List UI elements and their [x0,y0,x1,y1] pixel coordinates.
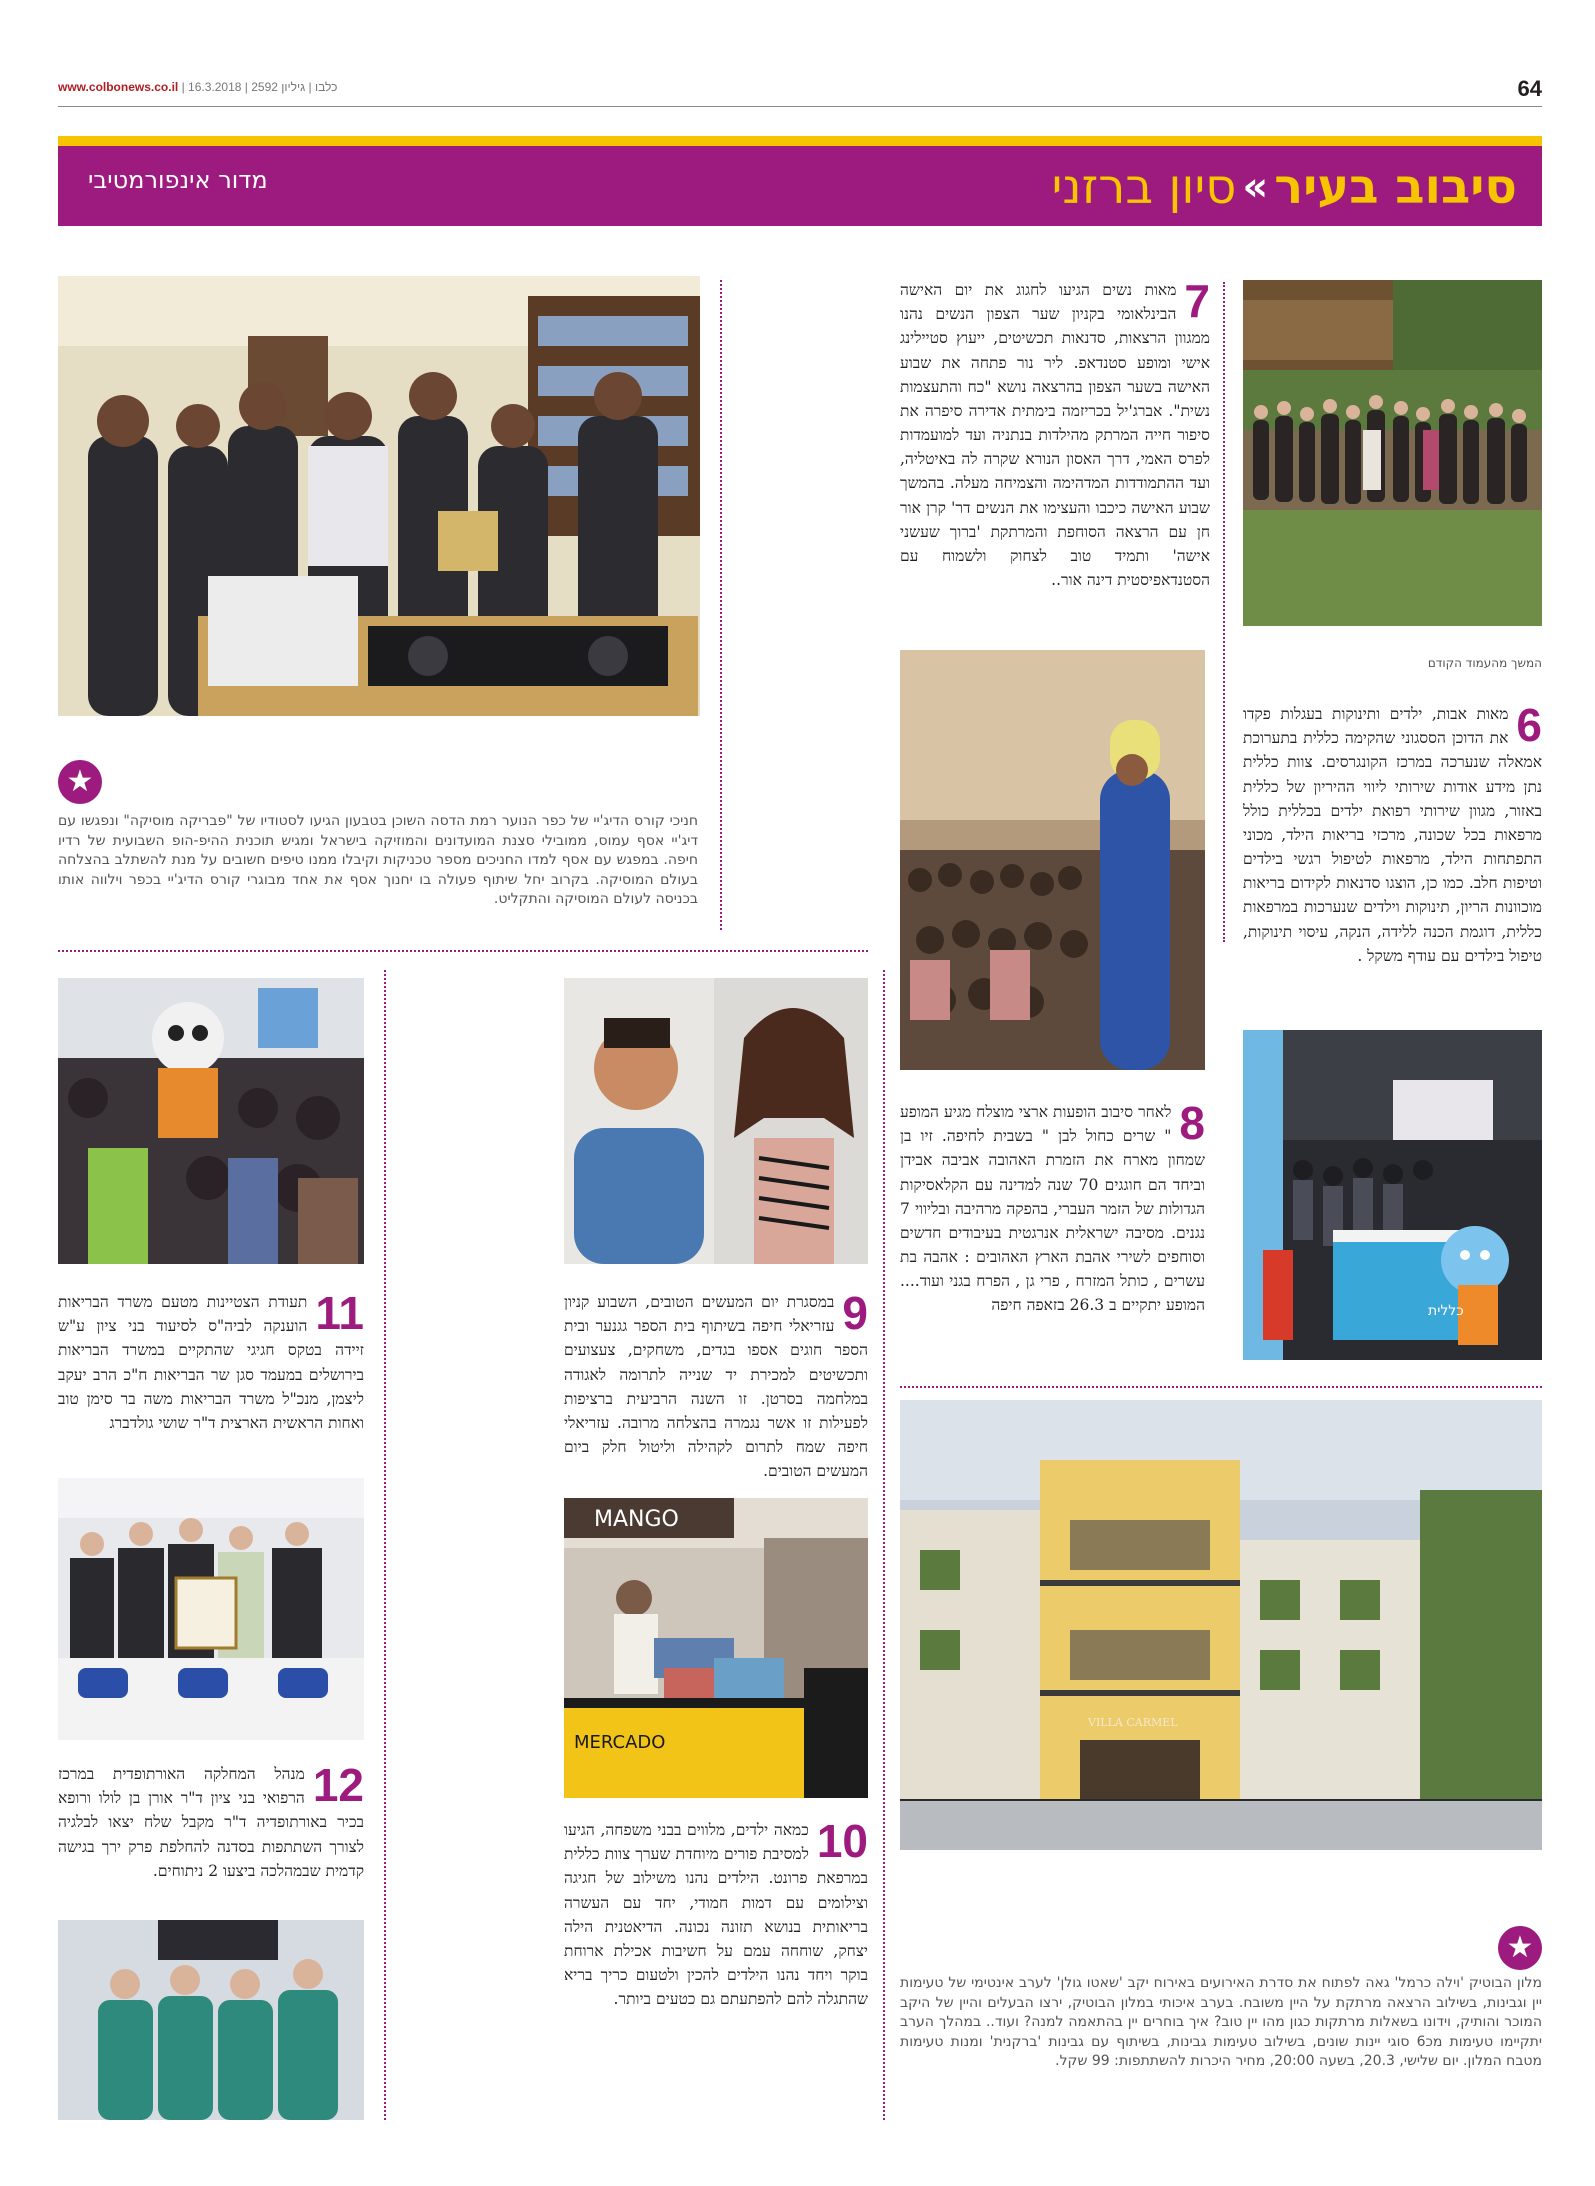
page-number: 64 [1517,76,1542,101]
star-icon: ★ [58,760,102,804]
photo-mango-donations [564,1498,868,1798]
mango-sign: MANGO [594,1507,679,1532]
item-6-number: 6 [1516,699,1542,751]
issue-info: | כלבו | גיליון 2592 | 16.3.2018 [178,80,338,94]
section-divider [900,1386,1542,1388]
continued-note: המשך מהעמוד הקודם [1427,656,1542,670]
villa-caption: מלון הבוטיק 'וילה כרמל' גאה לפתוח את סדרת האירועים באירוח יקב 'שאטו גולן' לערב אינטימי של טעימות יין וגבינות, בשילוב הרצאה מרתקת על היין משובח. בערב איכותי במלון הבוטיק, ירצו הבעלים והיין של היקב המוכר והותיק, וידונו בשאלות מרתקות כגון מהו יין טוב? איך בוחרים יין בהתאמה למנה? ועוד.. במהלך הערב יתקיימו טעימות מכ6 סוגי יינות שונים, בשילוב טעימות גבינות, בשיתוף עם גבינות 'ברקנית' ומנות טעימות מטבח המלון. יום שלישי, 20.3, בשעה 20:00, מחיר היכרות להשתתפות: 99 שקל. [900,1975,1542,2070]
header-rule [58,106,1542,107]
photo-dj-students [58,276,700,716]
item-10 [564,1815,868,2011]
item-12-number: 12 [312,1759,364,1811]
section-divider [58,950,868,952]
item-10-text: כמאה ילדים, מלווים בבני משפחה, הגיעו למסיבת פורים מיוחדת שערך צוות כללית במרפאת פרונט. הילדים נהנו משילוב של חגיגה וצילומים עם דמות חמודי, יחד עם העשרה בריאותית בנושא תזונה נכונה. הדיאטנית הילה יצחק, שוחחה עמם על חשיבות אכילת ארוחת בוקר ויחד נהנו הילדים להכין ולטעום כריך בריא שהתגלה להם להפתעתם גם כטעים ביותר. [564,1821,868,2009]
photo-purim-kids [58,978,364,1264]
item-9-text: במסגרת יום המעשים הטובים, השבוע קניון עזריאלי חיפה בשיתוף בית הספר גגנער ובית הספר חוגים אספו בגדים, משחקים, צעצועים ותכשיטים למכירת יד שנייה לתרומה לאגודה במלחמה בסרטן. זו השנה הרביעית ברציפות לפעילות זו אשר נגמרה בהצלחה מרובה. עזריאלי חיפה שמח לתרום לקהילה וליטול חלק ביום המעשים הטובים. [564,1293,868,1481]
header-meta [58,80,337,94]
item-7 [900,275,1210,592]
photo-nursing-award [58,1478,364,1740]
chevrons-icon: » [1242,164,1269,210]
mercado-sign: MERCADO [574,1732,666,1753]
item-11-text: תעודת הצטיינות מטעם משרד הבריאות הוענקה לביה"ס לסיעוד בני ציון ע"ש זיידה בטקס חגיגי שהתקיים במשרד הבריאות בירושלים במעמד סגן שר הבריאות ח"כ הרב יעקב ליצמן, מנכ"ל משרד הבריאות משה בר סימן טוב ואחות הראשית הארצית ד"ר שושי גולדברג [58,1293,364,1432]
photo-orthopedic-doctors [58,1920,364,2120]
item-7-text: מאות נשים הגיעו לחגוג את יום האישה הבינלאומי בקניון שער הצפון הנשים נהנו ממגוון הרצאות, סדנאות תכשיטים, ייעוץ סטיילינג אישי ומופע סטנדאפ. ליר נור פתחה את שבוע האישה בשער הצפון בהרצאה נושא "כח והתעצמות נשית". אברג'יל בכריזמה בימתית אדירה סיפרה את סיפור חייה המרתק מהילדות בנתניה ועד למועמדות לפרס האמי, דרך האסון הנורא שקרה לה באיטליה, ועד ההתמודדות המדהימה והצמיחה מעלה. בהמשך שבוע האישה כיכבו והעצימו את הנשים דר' קרן אור חן עם הרצאה הסוחפת והמרתקת 'ברוך שעשני אישה' ותמיד טוב לצחוק ולשמוח עם הסטנדאפיסטית דינה אור.. [900,281,1210,590]
column-name: סיבוב בעיר [1274,159,1517,215]
item-12 [58,1759,364,1883]
photo-clalit-booth [1243,1030,1542,1360]
star-icon: ★ [1498,1926,1542,1970]
item-9 [564,1287,868,1483]
item-6-text: מאות אבות, ילדים ותינוקות בעגלות פקדו את הדוכן הססגוני שהקימה כללית בתערוכת אמאלה שנערכה במרכז הקונגרסים. צוות כללית נתן מידע אודות שירותי ליווי ההיריון של כללית באזור, מגוון שירותי רפואת ילדים בכללית כולל מרפאות בכל שכונה, מרכזי בריאות הילד, מכוני התפתחות הילד, מרפאות לטיפול רגשי בילדים וטיפות חלב. כמו כן, הוצגו סדנאות לקידום בריאות מוכוונות הריון, תינוקות וילדים שנערכות במרפאות כללית, דוגמת הכנה ללידה, הנקה, עיסוי תינוקות, טיפול בילדים עם עודף משקל . [1243,705,1542,965]
item-12-text: מנהל המחלקה האורתופדית במרכז הרפואי בני ציון ד"ר אורן בן לולו ורופא בכיר באורתופדיה ד"ר מקבל שלח יצאו לבלגיה לצורך השתתפות בסדנה להחלפת פרק ירך בגישה קדמית שבמהלכה ביצעו 2 ניתוחים. [58,1765,364,1880]
item-10-number: 10 [816,1815,868,1867]
banner-stripe [58,136,1542,146]
item-7-number: 7 [1184,275,1210,327]
column-divider [720,280,722,930]
section-label: מדור אינפורמטיבי [88,166,268,194]
villa-sign: VILLA CARMEL [1088,1716,1178,1729]
item-8-text: לאחר סיבוב הופעות ארצי מוצלח מגיע המופע " שרים כחול לבן " בשבית לחיפה. זיו בן שמחון מארח את הזמרת האהובה אביבה אבידן וביחד הם חוגגים 70 שנה למדינה עם הקלאסיקות הגדולות של הזמר העברי, בהפקה מרהיבה ובליווי 7 נגנים. מסיבה ישראלית אנרגטית בעיבודים חדשים וסוחפים לשירי אהבת הארץ האהובים : אהבה בת עשרים , כותל המזרח , פרי גן , הפרח בגני ועוד.... המופע יתקיים ב 26.3 בזאפה חיפה [900,1103,1205,1315]
column-divider [1223,282,1225,942]
site-url[interactable]: www.colbonews.co.il [58,80,179,94]
column-divider [384,970,386,2120]
column-divider [883,970,885,2120]
item-11-number: 11 [315,1287,364,1339]
section-title [1052,150,1517,224]
author-name: סיון ברזני [1051,159,1237,215]
item-8 [900,1097,1205,1318]
item-6 [1243,699,1542,968]
item-11 [58,1287,364,1435]
booth-sign: כללית [1428,1303,1464,1319]
item-9-number: 9 [842,1287,868,1339]
photo-women-group [1243,280,1542,626]
item-8-number: 8 [1179,1097,1205,1149]
dj-caption: חניכי קורס הדיג'יי של כפר הנוער רמת הדסה השוכן בטבעון הגיעו לסטודיו של "פבריקה מוסיקה" ונפגשו עם דיג'יי אסף עמוס, ממובילי סצנת המועדונים והמוזיקה בישראל ומגיש תוכנית ההיפ-הופ השבועית של רדיו חיפה. במפגש עם אסף למדו החניכים מספר טכניקות וקיבלו ממנו טיפים חשובים על מנת להשתלב בהצלחה בעולם המוסיקה. בקרוב יחל שיתוף פעולה בו יחנוך אסף את אחד מבוגרי קורס הדיג'יי בכפר וילווה אותו בכניסה לעולם המוסיקה והתקליט. [58,813,698,908]
photo-singers [564,978,868,1264]
photo-villa-carmel [900,1400,1542,1850]
photo-speaker-audience [900,650,1205,1070]
